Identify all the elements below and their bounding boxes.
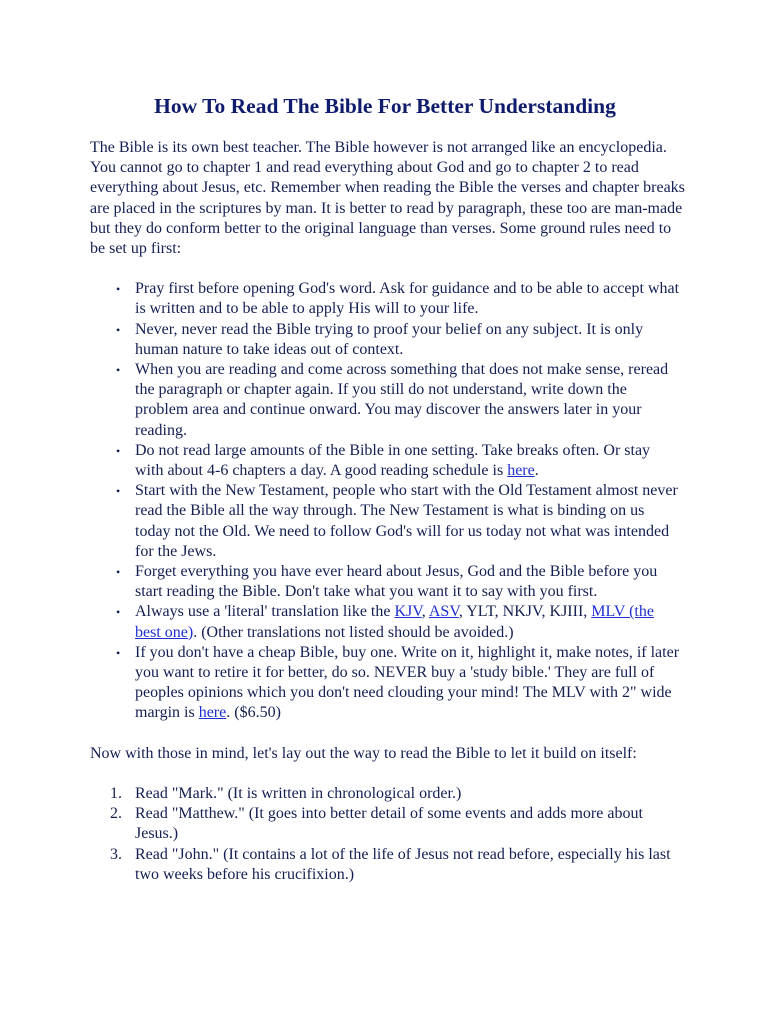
- page-title: How To Read The Bible For Better Understanding: [154, 94, 616, 118]
- bullet-icon: •: [116, 645, 121, 660]
- list-item: [110, 804, 690, 844]
- bullet-icon: •: [116, 484, 121, 499]
- list-item-text: Never, never read the Bible trying to proof your belief on any subject. It is only human nature to take ideas out of context.: [135, 320, 644, 358]
- list-item-text: Forget everything you have ever heard about Jesus, God and the Bible before you start reading the Bible. Don't take what you want it to say with you first.: [135, 563, 658, 601]
- list-item-separator: ,: [421, 603, 429, 621]
- list-item: [110, 845, 690, 885]
- list-item-text-end: . (Other translations not listed should be avoided.): [193, 623, 514, 641]
- list-item-text-end: .: [534, 462, 539, 480]
- list-item-text: Always use a 'literal' translation like the: [135, 603, 395, 621]
- bullet-icon: •: [116, 363, 121, 378]
- list-item-text: Start with the New Testament, people who start with the Old Testament almost never read the Bible all the way through. The New Testament is what is binding on us today not the Old. We need to follow God's will for us today not what was intended for the Jews.: [135, 482, 678, 560]
- list-item-text: Read "John." (It contains a lot of the life of Jesus not read before, especially his last two weeks before his crucifixion.): [135, 845, 671, 883]
- list-number: 3.: [110, 845, 122, 863]
- list-number: 1.: [110, 784, 122, 802]
- reading-schedule-link[interactable]: here: [507, 462, 535, 480]
- list-item: [116, 481, 690, 562]
- list-item: [116, 360, 690, 441]
- list-item-text: Read "Mark." (It is written in chronological order.): [135, 784, 462, 802]
- list-number: 2.: [110, 805, 122, 823]
- list-item: [116, 320, 690, 360]
- bullet-icon: •: [116, 565, 121, 580]
- list-item-text-mid: , YLT, NKJV, KJIII,: [458, 603, 592, 621]
- list-item-text-end: . ($6.50): [226, 704, 281, 722]
- list-item-text: Pray first before opening God's word. Ask for guidance and to be able to accept what is written and to be able to apply His will to your life.: [135, 280, 680, 318]
- mlv-link[interactable]: MLV (the best one): [135, 603, 654, 641]
- bullet-icon: •: [116, 605, 121, 620]
- list-item: [110, 784, 690, 804]
- list-item-text: If you don't have a cheap Bible, buy one. Write on it, highlight it, make notes, if later you want to retire it for better, do so. NEVER buy a 'study bible.' They are full of peoples opinions which you don't need clouding your mind! The MLV with 2" wide margin is: [135, 643, 680, 722]
- document-page: [90, 92, 690, 885]
- list-item: [116, 562, 690, 602]
- ground-rules-list: [90, 279, 690, 723]
- bullet-icon: •: [116, 322, 121, 337]
- bullet-icon: •: [116, 282, 121, 297]
- list-item-text: Do not read large amounts of the Bible in one setting. Take breaks often. Or stay with about 4-6 chapters a day. A good reading schedule is: [135, 441, 651, 480]
- kjv-link[interactable]: KJV: [394, 603, 422, 621]
- list-item-text: When you are reading and come across something that does not make sense, reread the paragraph or chapter again. If you still do not understand, write down the problem area and continue onward. You may discover the answers later in your reading.: [135, 361, 669, 439]
- list-item: [116, 279, 690, 319]
- reading-order-list: [90, 784, 690, 885]
- list-item: [116, 441, 690, 481]
- reading-order-intro: Now with those in mind, let's lay out the way to read the Bible to let it build on itself:: [90, 744, 637, 762]
- list-item-text: Read "Matthew." (It goes into better detail of some events and adds more about Jesus.): [135, 805, 643, 843]
- bullet-icon: •: [116, 443, 121, 458]
- list-item: [116, 643, 690, 724]
- asv-link[interactable]: ASV: [428, 603, 459, 621]
- mlv-wide-margin-link[interactable]: here: [198, 704, 227, 722]
- list-item: [116, 602, 690, 642]
- intro-paragraph: The Bible is its own best teacher. The Bible however is not arranged like an encyclopedia. You cannot go to chapter 1 and read everything about God and go to chapter 2 to read everything about Jesus, etc. Remember when reading the Bible the verses and chapter breaks are placed in the scriptures by man. It is better to read by paragraph, these too are man-made but they do conform better to the original language than verses. Some ground rules need to be set up first:: [90, 139, 685, 258]
